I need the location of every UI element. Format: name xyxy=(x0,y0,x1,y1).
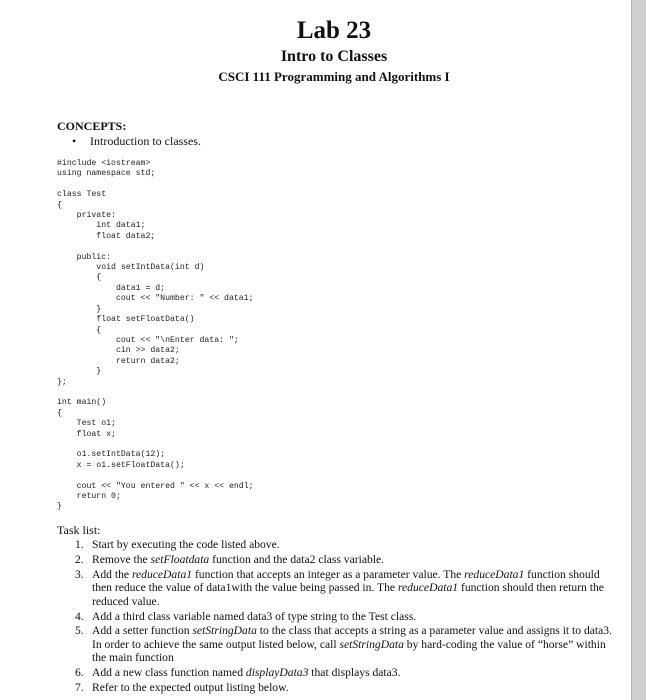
task-text: Add the xyxy=(92,567,132,581)
concept-text: Introduction to classes. xyxy=(90,134,201,148)
task-text: function that accepts an integer as a parameter value. The xyxy=(192,567,465,581)
concept-item xyxy=(72,134,201,149)
task-text: Remove the xyxy=(92,552,151,566)
task-number: 1. xyxy=(75,538,84,551)
task-text: Add a third class variable named data3 of type string to the Test class. xyxy=(92,609,417,623)
task-identifier: reduceData1 xyxy=(464,567,525,581)
task-text: Add a new class function named xyxy=(92,666,246,680)
task-number: 7. xyxy=(75,681,84,695)
course-name: CSCI 111 Programming and Algorithms I xyxy=(218,69,450,84)
task-text: by hard-coding the value of “horse” within the main function xyxy=(92,637,606,665)
task-identifier: setStringData xyxy=(339,637,404,651)
task-text: function should then return the reduced value. xyxy=(92,581,604,608)
concepts-heading: CONCEPTS: xyxy=(57,119,127,133)
task-text: Refer to the expected output listing below. xyxy=(92,681,289,695)
task-item xyxy=(75,666,620,680)
bullet-icon: • xyxy=(72,134,77,148)
task-text: function and the data2 class variable. xyxy=(209,552,385,566)
task-list-heading: Task list: xyxy=(57,523,101,537)
task-number: 5. xyxy=(75,624,84,638)
task-text: Add a setter function xyxy=(92,624,193,638)
task-identifier: reduceData1 xyxy=(397,581,459,595)
code-listing: #include <iostream> using namespace std; class Test { private: int data1; float data2; public: void setIntData(int d) { data1 = d; cout << "Number: " << data1; } float setFloatData() { cout << "\nEnter data: "; cin >> data2; return data2; } }; int main() { Test o1; float x; o1.setIntData(12); x = o1.setFloatData(); cout << "You entered " << x << endl; return 0; } xyxy=(57,159,254,512)
task-text: to the class that accepts a string as a parameter value and assigns it to data3. In order to achieve the same output listed below, call xyxy=(92,624,612,651)
task-item xyxy=(75,552,620,566)
task-number: 4. xyxy=(75,609,84,623)
task-text: that displays data3. xyxy=(308,666,401,680)
task-number: 2. xyxy=(75,552,84,566)
task-item xyxy=(75,681,620,695)
task-number: 3. xyxy=(75,567,84,581)
task-identifier: reduceData1 xyxy=(131,567,193,581)
task-number: 6. xyxy=(75,666,84,680)
task-identifier: setFloatdata xyxy=(150,552,210,566)
viewer-side-panel xyxy=(632,0,646,700)
task-item xyxy=(75,567,620,608)
task-text: Start by executing the code listed above. xyxy=(92,538,280,551)
task-item xyxy=(75,624,620,665)
task-identifier: displayData3 xyxy=(245,666,309,680)
lab-title: Lab 23 xyxy=(296,17,372,44)
lab-subtitle: Intro to Classes xyxy=(280,48,388,65)
task-text: function should then reduce the value of data1with the value being passed in. The xyxy=(92,567,600,595)
task-item xyxy=(75,609,620,623)
task-item xyxy=(75,538,620,551)
task-identifier: setStringData xyxy=(192,624,257,638)
task-list xyxy=(75,538,620,696)
